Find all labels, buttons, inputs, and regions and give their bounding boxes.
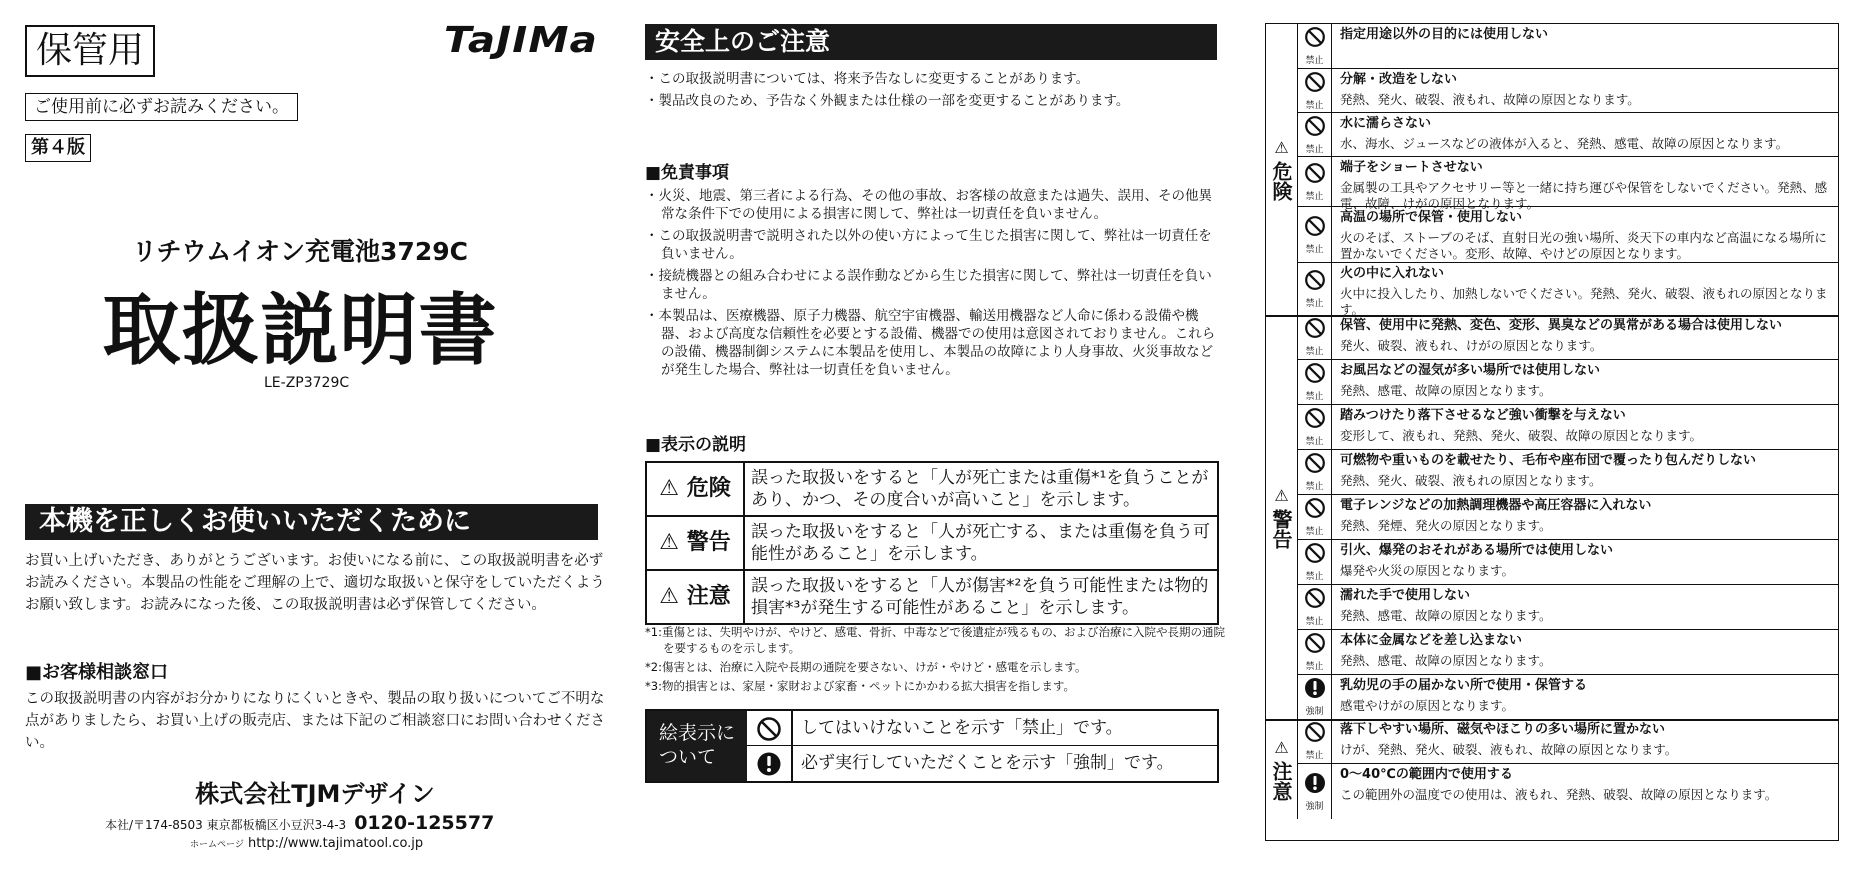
- precaution-description: 変形して、液もれ、発熱、発火、破裂、故障の原因となります。: [1340, 428, 1703, 443]
- precaution-description: 火のそば、ストーブのそば、直射日光の強い場所、炎天下の車内など高温になる場所に置かないでください。変形、故障、やけどの原因となります。: [1340, 230, 1827, 261]
- symbol-text: してはいけないことを示す「禁止」です。: [801, 718, 1123, 738]
- group-label-text: 注意: [1269, 760, 1293, 801]
- disclaimer-item: ・本製品は、医療機器、原子力機器、航空宇宙機器、輸送用機器など人命に係わる設備や機器、および高度な信頼性を必要とする設備、機器での使用は意図されておりません。これらの設備、機器制御システムに本製品を使用し、本製品の故障により人身事故、火災事故などが発生した場合、弊社は一切責任を負いません。: [645, 308, 1216, 378]
- group-label-text: 警告: [1269, 508, 1293, 549]
- disclaimer-item: ・火災、地震、第三者による行為、その他の事故、お客様の故意または過失、誤用、その他異常な条件下での使用による損害に関して、弊社は一切責任を負いません。: [645, 188, 1212, 222]
- precaution-item: [1298, 69, 1838, 113]
- precaution-description: 発熱、感電、故障の原因となります。: [1340, 608, 1552, 623]
- prohibited-icon: [1304, 407, 1326, 433]
- footnote: *2:傷害とは、治療に入院や長期の通院を要さない、けが・やけど・感電を示します。: [645, 660, 1087, 674]
- precaution-description: この範囲外の温度での使用は、液もれ、発熱、破裂、故障の原因となります。: [1340, 787, 1778, 802]
- footnote: *3:物的損害とは、家屋・家財および家畜・ペットにかかわる拡大損害を指します。: [645, 679, 1076, 693]
- consult-heading: ■お客様相談窓口: [25, 662, 169, 683]
- precaution-title: 引火、爆発のおそれがある場所では使用しない: [1340, 543, 1614, 558]
- prohibited-icon: [1304, 269, 1326, 295]
- symbol-kind-label: 強制: [1305, 801, 1324, 812]
- edition-label: 第４版: [25, 134, 91, 162]
- prohibited-icon: [1304, 542, 1326, 568]
- symbol-kind-label: 禁止: [1305, 392, 1324, 402]
- symbol-row-prohibited: [747, 711, 1217, 746]
- prohibited-icon: [1304, 452, 1326, 478]
- group-label: [1266, 719, 1298, 819]
- prohibited-icon: [747, 711, 793, 746]
- symbol-text: 必ず実行していただくことを示す「強制」です。: [801, 753, 1174, 773]
- symbol-kind-label: 禁止: [1305, 299, 1324, 309]
- precaution-item: [1298, 450, 1838, 495]
- warning-triangle-icon: ⚠: [1274, 485, 1289, 505]
- precaution-description: 発熱、発火、破裂、液もれの原因となります。: [1340, 473, 1602, 488]
- homepage-line: [190, 836, 423, 851]
- brand-logo: TaJIMa: [444, 20, 598, 61]
- precaution-description: 発熱、発煙、発火の原因となります。: [1340, 518, 1552, 533]
- display-heading: ■表示の説明: [645, 435, 747, 455]
- keep-label: 保管用: [25, 25, 155, 77]
- prohibited-icon: [1304, 721, 1326, 747]
- legend-row-warning: [646, 516, 1218, 570]
- precaution-item: [1298, 113, 1838, 157]
- symbol-kind-label: 禁止: [1305, 100, 1324, 111]
- precaution-title: 可燃物や重いものを載せたり、毛布や座布団で覆ったり包んだりしない: [1340, 453, 1757, 468]
- read-before-notice: ご使用前に必ずお読みください。: [25, 93, 298, 121]
- precaution-item: [1298, 764, 1838, 819]
- legend-label: 危険: [686, 476, 731, 501]
- precaution-item: [1298, 24, 1838, 69]
- group-label-text: 危険: [1269, 161, 1293, 201]
- symbol-kind-label: 禁止: [1305, 244, 1324, 255]
- company-name: 株式会社TJMデザイン: [195, 780, 435, 808]
- precaution-title: 分解・改造をしない: [1340, 72, 1458, 87]
- precaution-title: 踏みつけたり落下させるなど強い衝撃を与えない: [1340, 408, 1626, 423]
- footnotes: [645, 624, 1225, 697]
- phone-number: 0120-125577: [354, 812, 495, 834]
- prohibited-icon: [1304, 215, 1326, 241]
- symbol-kind-label: 禁止: [1305, 617, 1324, 627]
- precaution-item: [1298, 540, 1838, 585]
- legend-text: 誤った取扱いをすると「人が傷害*²を負う可能性または物的損害*³が発生する可能性があること」を示します。: [744, 570, 1218, 624]
- safety-heading: 安全上のご注意: [645, 24, 1217, 60]
- prohibited-icon: [1304, 26, 1326, 52]
- precaution-title: 端子をショートさせない: [1340, 160, 1483, 175]
- symbol-heading: 絵表示について: [647, 711, 747, 781]
- precaution-title: 火の中に入れない: [1340, 266, 1445, 281]
- product-name: リチウムイオン充電池3729C: [132, 237, 468, 266]
- disclaimer-item: ・接続機器との組み合わせによる誤作動などから生じた損害に関して、弊社は一切責任を負いません。: [645, 268, 1212, 302]
- precaution-description: 金属製の工具やアクセサリー等と一緒に持ち運びや保管をしないでください。発熱、感電、故障、けがの原因となります。: [1340, 180, 1828, 211]
- consult-text: この取扱説明書の内容がお分かりになりにくいときや、製品の取り扱いについてご不明な点がありましたら、お買い上げの販売店、または下記のご相談窓口にお問い合わせください。: [25, 691, 605, 751]
- precaution-description: けが、発熱、発火、破裂、液もれ、故障の原因となります。: [1340, 742, 1678, 757]
- mandatory-icon: [1304, 772, 1326, 798]
- precaution-item: [1298, 405, 1838, 450]
- precaution-title: お風呂などの湿気が多い場所では使用しない: [1340, 363, 1601, 378]
- group-label: [1266, 24, 1298, 315]
- mandatory-icon: [1304, 677, 1326, 703]
- model-number: LE-ZP3729C: [264, 375, 350, 391]
- precaution-title: 高温の場所で保管・使用しない: [1340, 210, 1523, 225]
- disclaimer-heading: ■免責事項: [645, 163, 730, 183]
- prohibited-icon: [1304, 497, 1326, 523]
- hazard-legend-table: [645, 461, 1219, 625]
- symbol-legend: [645, 709, 1219, 783]
- symbol-row-mandatory: [747, 746, 1217, 781]
- precaution-item: [1298, 207, 1838, 263]
- disclaimer-item: ・この取扱説明書で説明された以外の使い方によって生じた損害に関して、弊社は一切責任を負いません。: [645, 228, 1212, 262]
- prohibited-icon: [1304, 632, 1326, 658]
- precaution-description: 水、海水、ジュースなどの液体が入ると、発熱、感電、故障の原因となります。: [1340, 136, 1789, 151]
- warning-triangle-icon: ⚠: [1274, 737, 1289, 757]
- warning-triangle-icon: ⚠: [659, 530, 680, 555]
- precaution-item: [1298, 675, 1838, 719]
- precaution-title: 落下しやすい場所、磁気やほこりの多い場所に置かない: [1340, 722, 1666, 737]
- precaution-item: [1298, 157, 1838, 211]
- address: 本社/〒174-8503 東京都板橋区小豆沢3-4-3: [105, 818, 347, 832]
- precaution-item: [1298, 585, 1838, 630]
- warning-triangle-icon: ⚠: [659, 476, 680, 501]
- precaution-title: 0～40℃の範囲内で使用する: [1340, 767, 1513, 782]
- precaution-title: 乳幼児の手の届かない所で使用・保管する: [1340, 678, 1588, 693]
- precaution-description: 爆発や火災の原因となります。: [1340, 563, 1515, 578]
- disclaimer-list: [645, 187, 1225, 383]
- prohibited-icon: [1304, 362, 1326, 388]
- precaution-item: [1298, 630, 1838, 675]
- symbol-kind-label: 禁止: [1305, 482, 1324, 492]
- legend-text: 誤った取扱いをすると「人が死亡する、または重傷を負う可能性があること」を示します。: [744, 516, 1218, 570]
- symbol-kind-label: 禁止: [1305, 191, 1324, 202]
- footnote: *1:重傷とは、失明やけが、やけど、感電、骨折、中毒などで後遺症が残るもの、および治療に入院や長期の通院を要するものを示します。: [645, 625, 1225, 655]
- symbol-kind-label: 禁止: [1305, 662, 1324, 672]
- legend-label: 警告: [686, 530, 731, 555]
- precaution-title: 電子レンジなどの加熱調理機器や高圧容器に入れない: [1340, 498, 1652, 513]
- prohibited-icon: [1304, 115, 1326, 141]
- precaution-title: 保管、使用中に発熱、変色、変形、異臭などの異常がある場合は使用しない: [1340, 318, 1783, 333]
- safety-precautions-table: [1265, 23, 1839, 841]
- precaution-description: 発火、破裂、液もれ、けがの原因となります。: [1340, 338, 1603, 353]
- mandatory-icon: [747, 746, 793, 781]
- precaution-title: 濡れた手で使用しない: [1340, 588, 1471, 603]
- address-line: [105, 812, 494, 834]
- symbol-kind-label: 禁止: [1305, 751, 1324, 761]
- symbol-kind-label: 禁止: [1305, 347, 1324, 357]
- precaution-title: 本体に金属などを差し込まない: [1340, 633, 1523, 648]
- precaution-title: 水に濡らさない: [1340, 116, 1432, 131]
- precaution-item: [1298, 263, 1838, 315]
- precaution-group-warning: [1266, 315, 1837, 719]
- precaution-description: 発熱、感電、故障の原因となります。: [1340, 383, 1552, 398]
- symbol-kind-label: 強制: [1305, 707, 1324, 717]
- symbol-kind-label: 禁止: [1305, 572, 1324, 582]
- legend-label: 注意: [686, 584, 731, 609]
- group-label: [1266, 315, 1298, 719]
- legend-row-caution: [646, 570, 1218, 624]
- homepage-label: ホームページ: [190, 840, 244, 850]
- precaution-group-danger: [1266, 24, 1837, 315]
- symbol-kind-label: 禁止: [1305, 437, 1324, 447]
- precaution-title: 指定用途以外の目的には使用しない: [1340, 27, 1549, 42]
- precaution-group-caution: [1266, 719, 1837, 819]
- prohibited-icon: [1304, 71, 1326, 97]
- homepage-url[interactable]: http://www.tajimatool.co.jp: [247, 836, 424, 851]
- precaution-description: 発熱、発火、破裂、液もれ、故障の原因となります。: [1340, 92, 1640, 107]
- intro-heading: 本機を正しくお使いいただくために: [25, 504, 598, 540]
- precaution-item: [1298, 360, 1838, 405]
- intro-text: お買い上げいただき、ありがとうございます。お使いになる前に、この取扱説明書を必ずお読みください。本製品の性能をご理解の上で、適切な取扱いと保守をしていただくようお願い致します。お読みになった後、この取扱説明書は必ず保管してください。: [25, 553, 605, 613]
- prohibited-icon: [1304, 162, 1326, 188]
- precaution-description: 火中に投入したり、加熱しないでください。発熱、発火、破裂、液もれの原因となります。: [1340, 286, 1828, 317]
- symbol-kind-label: 禁止: [1305, 527, 1324, 537]
- warning-triangle-icon: ⚠: [659, 584, 680, 609]
- safety-notes: [645, 70, 1225, 114]
- precaution-item: [1298, 719, 1838, 764]
- legend-row-danger: [646, 462, 1218, 516]
- prohibited-icon: [1304, 587, 1326, 613]
- legend-text: 誤った取扱いをすると「人が死亡または重傷*¹を負うことがあり、かつ、その度合いが高いこと」を示します。: [744, 462, 1218, 516]
- prohibited-icon: [1304, 317, 1326, 343]
- safety-note: ・製品改良のため、予告なく外観または仕様の一部を変更することがあります。: [645, 93, 1130, 109]
- precaution-description: 感電やけがの原因となります。: [1340, 698, 1515, 713]
- symbol-kind-label: 禁止: [1305, 144, 1324, 155]
- safety-note: ・この取扱説明書については、将来予告なしに変更することがあります。: [645, 71, 1090, 87]
- precaution-item: [1298, 495, 1838, 540]
- document-title: 取扱説明書: [102, 286, 498, 376]
- precaution-item: [1298, 315, 1838, 360]
- precaution-description: 発熱、感電、故障の原因となります。: [1340, 653, 1552, 668]
- warning-triangle-icon: ⚠: [1274, 138, 1289, 157]
- symbol-kind-label: 禁止: [1305, 56, 1324, 66]
